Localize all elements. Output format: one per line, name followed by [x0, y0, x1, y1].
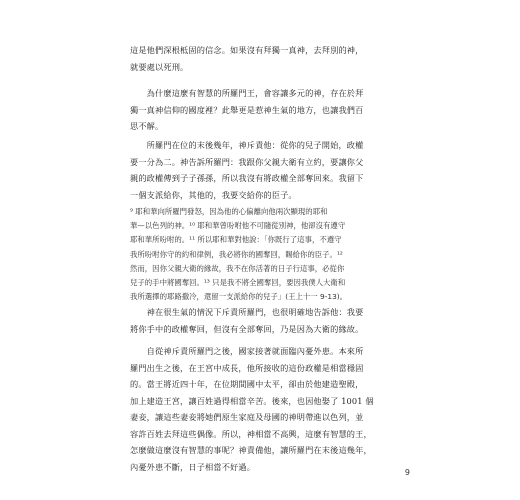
text-line: 羅門出生之後，在王宮中成長，他所接收的這份政權是相當穩固	[130, 362, 364, 373]
quote-line: 耶和華所吩咐的。¹¹ 所以耶和華對他說：「你既行了這事，不遵守	[130, 235, 342, 245]
text-line: 要一分為二。神告訴所羅門：我跟你父親大衛有立約，要讓你父	[130, 156, 364, 167]
quote-line: ⁹ 耶和華向所羅門發怒，因為他的心偏離向他兩次顯現的耶和	[130, 207, 328, 216]
quote-line: 兒子的手中將國奪回。¹³ 只是我不將全國奪回，要因我僕人大衛和	[130, 278, 346, 288]
text-line: 內憂外患不斷，日子相當不好過。	[130, 461, 256, 472]
body-paragraph-5	[130, 343, 414, 475]
page-number: 9	[404, 468, 410, 477]
body-paragraph-2	[130, 85, 414, 135]
text-line: 容許百姓去拜這些偶像。所以，神相當不高興，這麼有智慧的王，	[130, 428, 372, 439]
text-line: 為什麼這麼有智慧的所羅門王，會容讓多元的神，存在於拜	[130, 88, 364, 98]
text-line: 自從神斥責所羅門之後，國家接著就面臨內憂外患。本來所	[130, 346, 364, 356]
body-paragraph-4	[130, 304, 414, 337]
text-line: 所羅門在位的末後幾年，神斥責他：從你的兒子開始，政權	[130, 140, 364, 150]
text-line: 獨一真神信仰的國度裡？此舉更是惹神生氣的地方，也讓我們百	[130, 104, 364, 115]
text-line: 思不解。	[130, 121, 164, 131]
text-line: 怎麼做這麼沒有智慧的事呢？神責備他，讓所羅門在末後這幾年，	[130, 445, 372, 455]
text-line: 這是他們深根柢固的信念。如果沒有拜獨一真神，去拜別的神，	[130, 45, 364, 55]
text-line: 加上建造王宮，讓百姓過得相當辛苦。後來，也因他娶了 1001 個	[130, 395, 374, 406]
text-line: 親的政權傳到子子孫孫，所以我沒有將政權全部奪回來。我留下	[130, 173, 364, 183]
text-line: 將你手中的政權奪回，但沒有全部奪回，乃是因為大衛的緣故。	[130, 323, 364, 334]
body-paragraph-1	[130, 42, 414, 75]
text-line: 神在很生氣的情況下斥責所羅門，也很明確地告訴他：我要	[130, 307, 364, 317]
text-line: 的。當王將近四十年，在位期間國中太平，卻由於他建造聖殿，	[130, 379, 364, 389]
scripture-quote	[130, 205, 414, 304]
text-line: 就要處以死刑。	[130, 61, 189, 72]
quote-line: 我所吩咐你守的約和律例，我必將你的國奪回，賜給你的臣子。¹²	[130, 249, 343, 259]
text-line: 妻妾，讓這些妻妾將她們原生家庭及母國的神明帶進以色列，並	[130, 412, 364, 422]
quote-line: 華—以色列的神。¹⁰ 耶和華曾吩咐他不可隨從別神，他卻沒有遵守	[130, 221, 346, 231]
quote-line: 然而，因你父親大衛的緣故，我不在你活著的日子行這事，必從你	[130, 263, 345, 273]
quote-line: 我所選擇的耶路撒冷，還留一支派給你的兒子」(王上十一 9-13)。	[130, 292, 348, 302]
body-paragraph-3	[130, 137, 414, 203]
text-line: 一個支派給你，其他的，我要交給你的臣子。	[130, 189, 297, 200]
